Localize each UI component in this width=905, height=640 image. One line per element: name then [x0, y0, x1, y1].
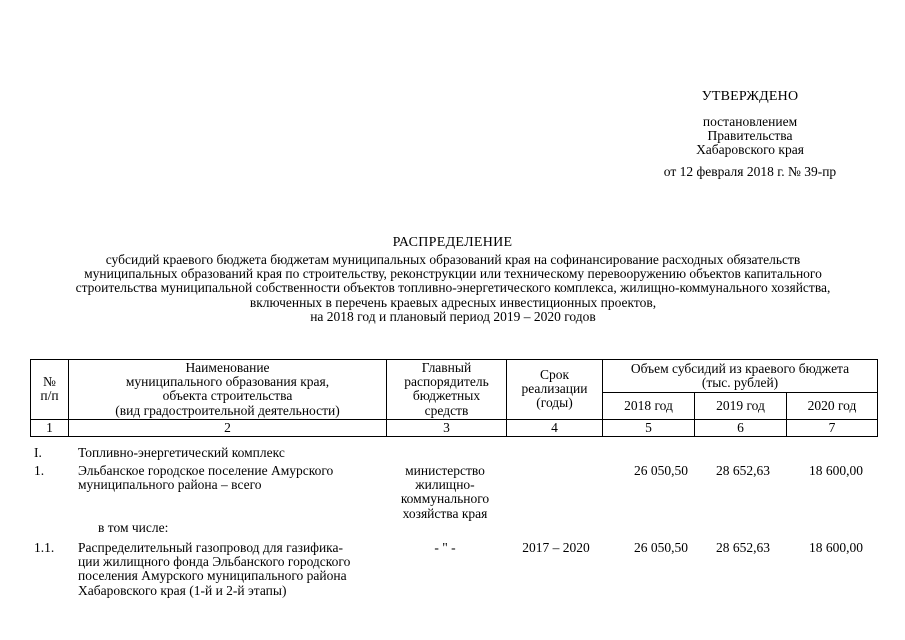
header-year-2020: 2020 год	[787, 392, 878, 419]
distribution-table-header	[30, 359, 878, 437]
row-number: 1.	[34, 463, 45, 478]
row-value-2018: 26 050,50	[634, 463, 688, 478]
subtitle-line: на 2018 год и плановый период 2019 – 2020 годов	[310, 308, 596, 324]
header-year-2019: 2019 год	[695, 392, 787, 419]
row-name: Эльбанское городское поселение Амурского муниципального района – всего	[78, 463, 334, 493]
approval-line: Хабаровского края	[696, 142, 804, 158]
row-value-2018: 26 050,50	[634, 540, 688, 555]
header-name: Наименование муниципального образования края, объекта строительства (вид градостроительной деятельности)	[69, 360, 387, 420]
row-term: 2017 – 2020	[522, 540, 590, 555]
row-including-label: в том числе:	[98, 520, 169, 535]
subtitle-line: строительства муниципальной собственности объектов топливно-энергетического комплекса, жилищно-коммунального хозяйства,	[75, 280, 831, 296]
row-name: Топливно-энергетический комплекс	[78, 445, 285, 460]
header-term: Срок реализации (годы)	[507, 360, 603, 420]
column-number: 4	[507, 419, 603, 436]
approval-stamp	[650, 90, 850, 179]
row-number: I.	[34, 445, 42, 460]
document-subtitle	[28, 253, 878, 324]
row-distributor: - " -	[434, 540, 456, 555]
approval-heading: УТВЕРЖДЕНО	[701, 89, 799, 104]
subtitle-line: субсидий краевого бюджета бюджетам муниципальных образований края на софинансирование расходных обязательств	[105, 252, 801, 267]
column-number: 6	[695, 419, 787, 436]
row-number: 1.1.	[34, 540, 55, 555]
row-value-2020: 18 600,00	[809, 540, 863, 555]
approval-line: постановлением	[702, 113, 798, 129]
approval-date: от 12 февраля 2018 г. № 39-пр	[663, 164, 837, 180]
header-year-2018: 2018 год	[603, 392, 695, 419]
row-name: Распределительный газопровод для газифика- ции жилищного фонда Эльбанского городского поселения Амурского муниципального района Хабаровского края (1-й и 2-й этапы)	[78, 540, 351, 598]
column-number: 5	[603, 419, 695, 436]
column-number: 7	[787, 419, 878, 436]
header-number: № п/п	[31, 360, 69, 420]
subtitle-line: муниципальных образований края по строительству, реконструкции или техническому перевооружению объектов капитального	[84, 266, 822, 282]
header-volume: Объем субсидий из краевого бюджета (тыс. рублей)	[603, 360, 878, 393]
header-distributor: Главный распорядитель бюджетных средств	[387, 360, 507, 420]
column-number: 3	[387, 419, 507, 436]
document-title: РАСПРЕДЕЛЕНИЕ	[392, 235, 513, 250]
row-distributor: министерство жилищно- коммунального хозяйства края	[400, 463, 490, 521]
subtitle-line: включенных в перечень краевых адресных инвестиционных проектов,	[249, 294, 657, 310]
row-value-2020: 18 600,00	[809, 463, 863, 478]
column-number: 1	[31, 419, 69, 436]
row-value-2019: 28 652,63	[716, 540, 770, 555]
column-number: 2	[69, 419, 387, 436]
approval-line: Правительства	[707, 127, 793, 143]
row-value-2019: 28 652,63	[716, 463, 770, 478]
